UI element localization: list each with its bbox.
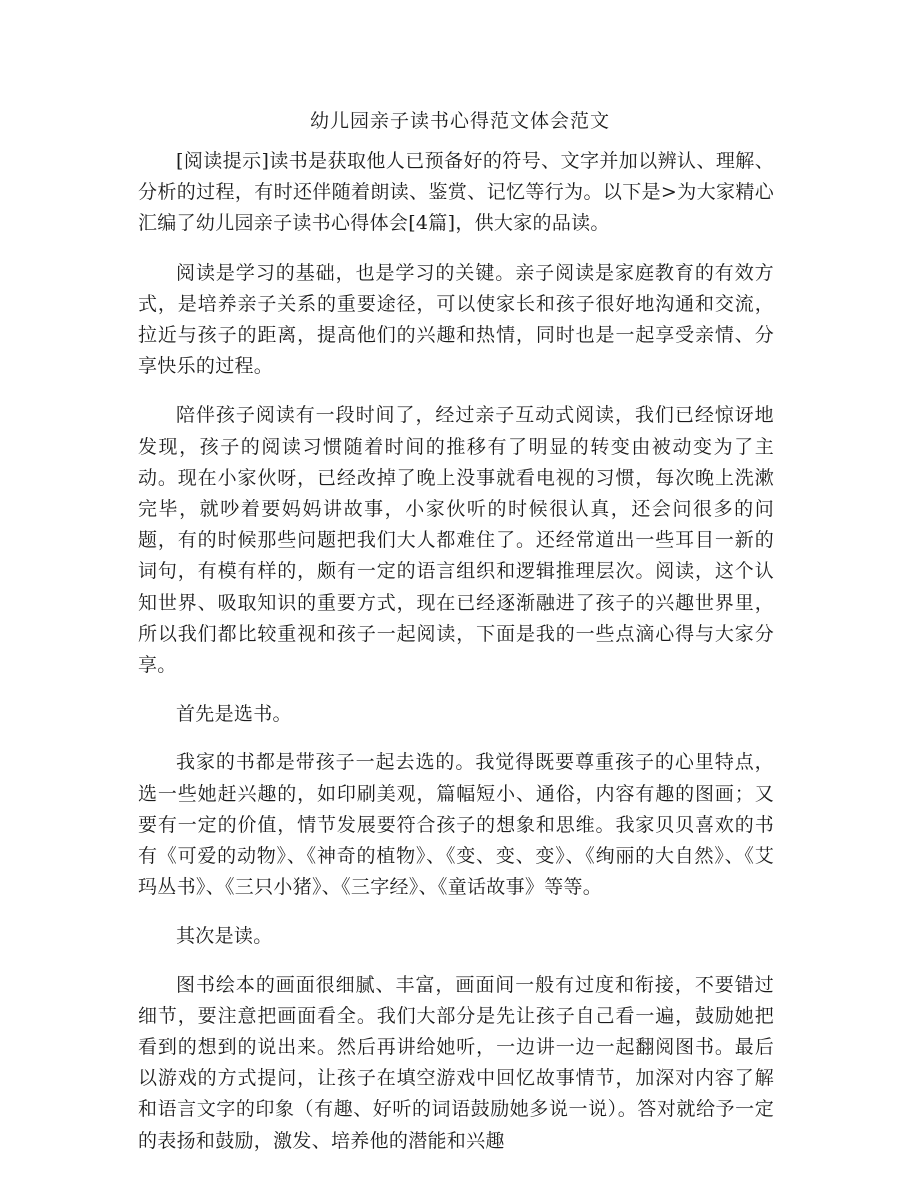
document-title: 幼儿园亲子读书心得范文体会范文 — [309, 110, 610, 132]
paragraph-heading-reading: 其次是读。 — [176, 925, 273, 948]
paragraph-reading-foundation: 阅读是学习的基础，也是学习的关键。亲子阅读是家庭教育的有效方式，是培养亲子关系的重要途径，可以使家长和孩子很好地沟通和交流，拉近与孩子的距离，提高他们的兴趣和热情，同时也是一起享受亲情、分享快乐的过程。 — [138, 261, 774, 378]
document-body — [138, 146, 774, 1175]
paragraph-book-selection: 我家的书都是带孩子一起去选的。我觉得既要尊重孩子的心里特点，选一些她赶兴趣的，如印刷美观，篇幅短小、通俗，内容有趣的图画；又要有一定的价值，情节发展要符合孩子的想象和思维。我家贝贝喜欢的书有《可爱的动物》、《神奇的植物》、《变、变、变》、《绚丽的大自然》、《艾玛丛书》、《三只小猪》、《三字经》、《童话故事》等等。 — [138, 751, 774, 899]
paragraph-heading-choose-books: 首先是选书。 — [176, 703, 292, 726]
paragraph-accompany-reading: 陪伴孩子阅读有一段时间了，经过亲子互动式阅读，我们已经惊讶地发现，孩子的阅读习惯随着时间的推移有了明显的转变由被动变为了主动。现在小家伙呀，已经改掉了晚上没事就看电视的习惯，每次晚上洗漱完毕，就吵着要妈妈讲故事，小家伙听的时候很认真，还会问很多的问题，有的时候那些问题把我们大人都难住了。还经常道出一些耳目一新的词句，有模有样的，颇有一定的语言组织和逻辑推理层次。阅读，这个认知世界、吸取知识的重要方式，现在已经逐渐融进了孩子的兴趣世界里，所以我们都比较重视和孩子一起阅读，下面是我的一些点滴心得与大家分享。 — [138, 404, 774, 677]
paragraph-reading-tip: [阅读提示]读书是获取他人已预备好的符号、文字并加以辨认、理解、分析的过程，有时还伴随着朗读、鉴赏、记忆等行为。以下是>为大家精心汇编了幼儿园亲子读书心得体会[4篇]，供大家的品读。 — [138, 150, 774, 235]
paragraph-reading-method: 图书绘本的画面很细腻、丰富，画面间一般有过度和衔接，不要错过细节，要注意把画面看全。我们大部分是先让孩子自己看一遍，鼓励她把看到的想到的说出来。然后再讲给她听，一边讲一边一起翻阅图书。最后以游戏的方式提问，让孩子在填空游戏中回忆故事情节，加深对内容了解和语言文字的印象（有趣、好听的词语鼓励她多说一说）。答对就给予一定的表扬和鼓励，激发、培养他的潜能和兴趣 — [138, 973, 774, 1152]
